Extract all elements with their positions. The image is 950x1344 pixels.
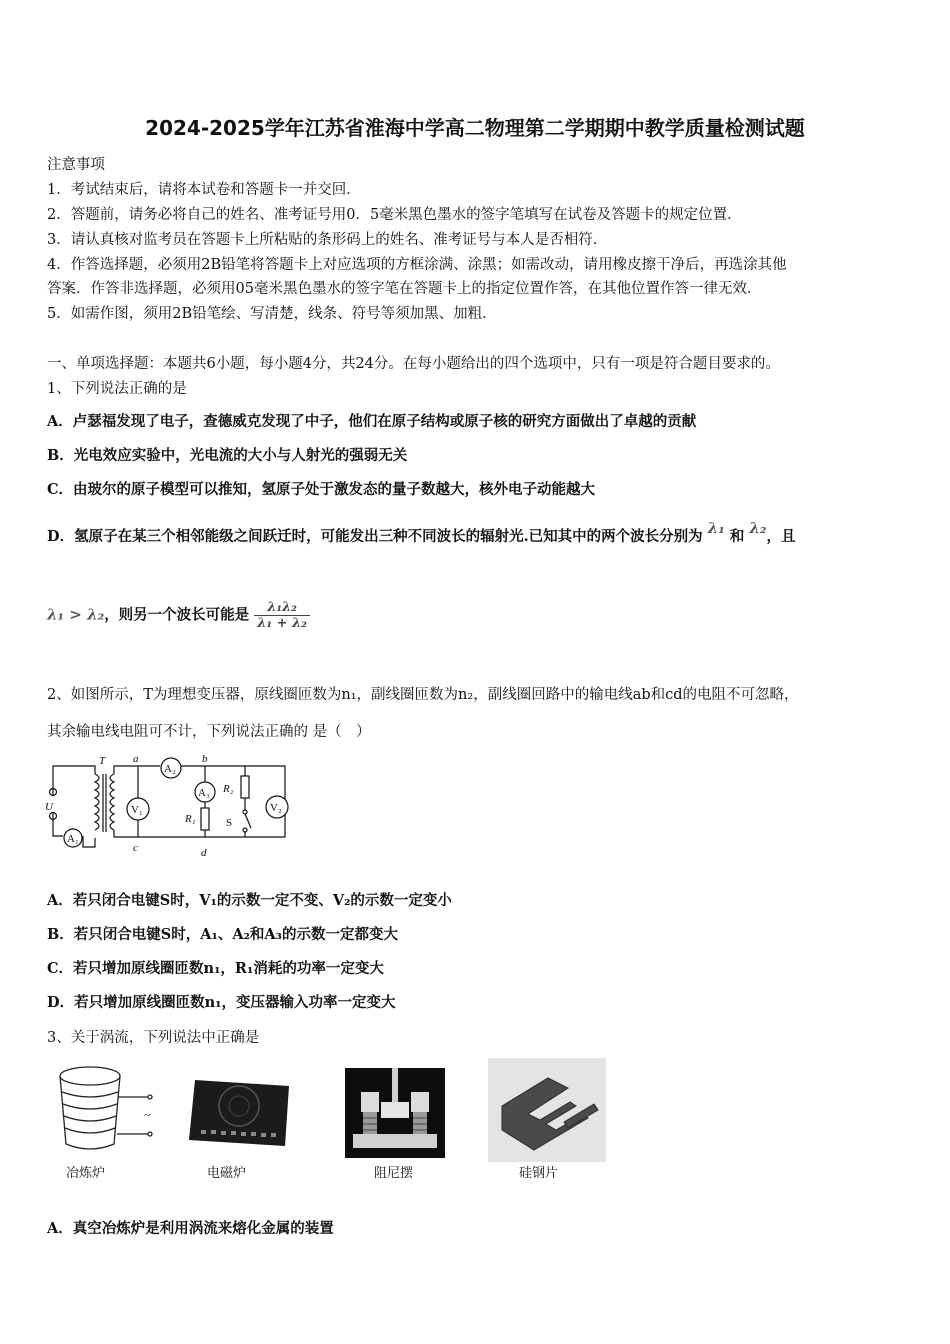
lambda-1: λ₁ — [707, 519, 725, 537]
q1-option-d-text2: ，则另一个波长可能是 — [104, 606, 250, 624]
notice-heading: 注意事项 — [47, 157, 105, 173]
q1-option-a: A．卢瑟福发现了电子，查德威克发现了中子，他们在原子结构或原子核的研究方面做出了卓越的贡献 — [47, 413, 697, 430]
fraction-denominator: λ₁ + λ₂ — [257, 616, 307, 631]
ammeter-a2: A₂ — [164, 763, 176, 775]
fraction-numerator: λ₁λ₂ — [254, 600, 310, 616]
q2-option-a: A．若只闭合电键S时，V₁的示数一定不变、V₂的示数一定变小 — [47, 892, 452, 909]
q1-stem: 1、下列说法正确的是 — [47, 381, 187, 397]
section-heading: 一、单项选择题：本题共6小题，每小题4分，共24分。在每小题给出的四个选项中，只有一项是符合题目要求的。 — [47, 356, 780, 372]
page-title: 2024-2025学年江苏省淮海中学高二物理第二学期期中教学质量检测试题 — [145, 116, 805, 140]
wavelength-fraction — [254, 600, 310, 631]
q1-option-c: C．由玻尔的原子模型可以推知，氢原子处于激发态的量子数越大，核外电子动能越大 — [47, 481, 596, 498]
caption-damping-pendulum: 阻尼摆 — [374, 1166, 414, 1181]
q1-option-d — [47, 519, 796, 546]
lambda-condition: λ₁ > λ₂ — [47, 605, 105, 624]
smelting-furnace-image — [52, 1062, 162, 1162]
label-S: S — [226, 817, 233, 829]
caption-smelting-furnace: 冶炼炉 — [66, 1166, 106, 1181]
label-d: d — [201, 847, 207, 859]
silicon-steel-sheets-image — [488, 1058, 606, 1162]
notice-item: 2．答题前，请务必将自己的姓名、准考证号用0．5毫米黑色墨水的签字笔填写在试卷及答题卡的规定位置． — [47, 207, 742, 223]
notice-item: 4．作答选择题，必须用2B铅笔将答题卡上对应选项的方框涂满、涂黑；如需改动，请用橡皮擦干净后，再选涂其他 — [47, 257, 787, 273]
transformer-circuit-diagram — [45, 752, 305, 860]
label-U: U — [45, 801, 53, 813]
q1-option-d-text: D．氢原子在某三个相邻能级之间跃迁时，可能发出三种不同波长的辐射光.已知其中的两个波长分别为 — [47, 528, 703, 545]
q2-stem-cont: 其余输电线电阻可不计，下列说法正确的 是（ ） — [47, 724, 371, 740]
notice-item: 5．如需作图，须用2B铅笔绘、写清楚，线条、符号等须加黑、加粗． — [47, 306, 497, 322]
ammeter-a3: A₃ — [198, 787, 210, 799]
notice-item: 3．请认真核对监考员在答题卡上所粘贴的条形码上的姓名、准考证号与本人是否相符． — [47, 232, 608, 248]
label-b: b — [202, 753, 208, 765]
q2-stem: 2、如图所示，T为理想变压器，原线圈匝数为n₁，副线圈匝数为n₂，副线圈回路中的输电线ab和cd的电阻不可忽略， — [47, 687, 799, 703]
voltmeter-v1: V₁ — [131, 804, 143, 816]
ac-symbol: ~ — [144, 1108, 151, 1122]
lambda-2: λ₂ — [749, 519, 767, 537]
ammeter-a1: A₁ — [67, 833, 79, 845]
label-T: T — [99, 755, 106, 767]
q2-option-b: B．若只闭合电键S时，A₁、A₂和A₃的示数一定都变大 — [47, 926, 399, 943]
q1-option-d-and: 和 — [729, 528, 745, 545]
q1-option-d-cont — [47, 600, 310, 631]
q1-option-b: B．光电效应实验中，光电流的大小与人射光的强弱无关 — [47, 447, 408, 464]
notice-item: 1．考试结束后，请将本试卷和答题卡一并交回． — [47, 182, 361, 198]
label-c: c — [133, 842, 138, 854]
q2-option-c: C．若只增加原线圈匝数n₁，R₁消耗的功率一定变大 — [47, 960, 384, 977]
voltmeter-v2: V₂ — [270, 802, 282, 814]
q3-option-a: A．真空冶炼炉是利用涡流来熔化金属的装置 — [47, 1220, 334, 1237]
damping-pendulum-image — [345, 1068, 445, 1158]
label-R2: R₂ — [223, 783, 234, 795]
q1-option-d-and2: ，且 — [766, 528, 796, 545]
label-a: a — [133, 753, 139, 765]
caption-induction-cooker: 电磁炉 — [207, 1166, 247, 1181]
notice-item: 答案．作答非选择题，必须用05毫米黑色墨水的签字笔在答题卡上的指定位置作答，在其他位置作答一律无效． — [47, 281, 762, 297]
caption-silicon-steel: 硅钢片 — [519, 1166, 559, 1181]
q3-stem: 3、关于涡流，下列说法中正确是 — [47, 1030, 260, 1046]
induction-cooker-image — [185, 1072, 295, 1152]
label-R1: R₁ — [185, 813, 196, 825]
q2-option-d: D．若只增加原线圈匝数n₁，变压器输入功率一定变大 — [47, 994, 396, 1011]
